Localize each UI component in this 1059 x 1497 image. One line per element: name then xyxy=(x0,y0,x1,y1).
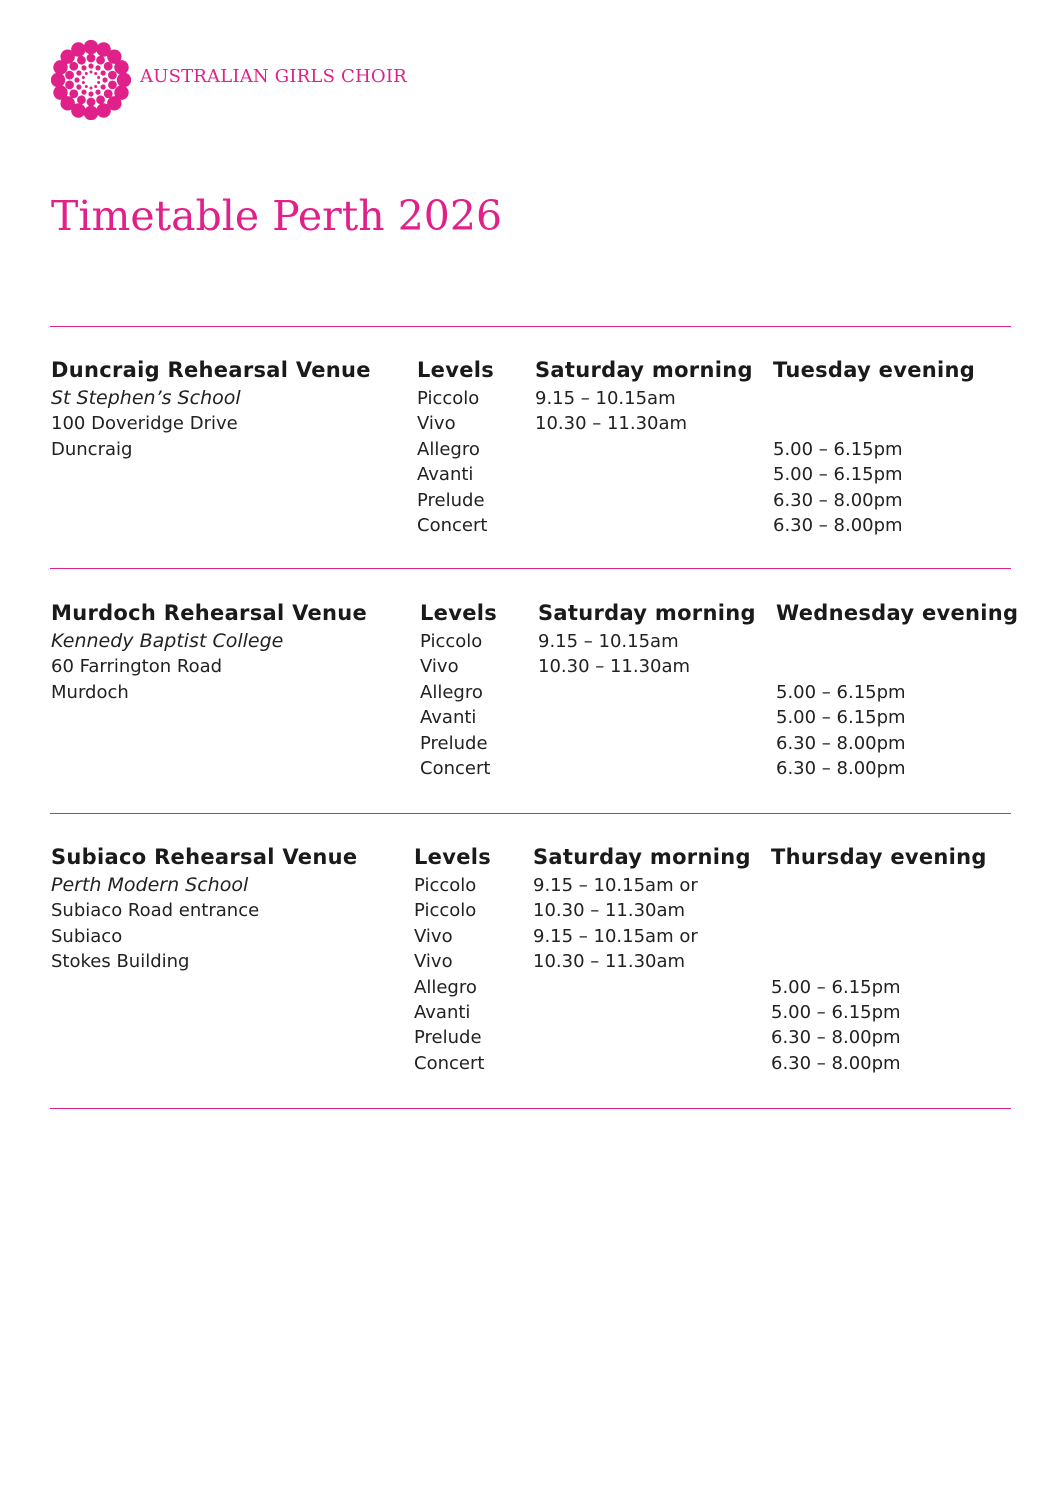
level-name: Vivo xyxy=(414,951,453,973)
logo-dot xyxy=(104,62,113,71)
logo-dot xyxy=(95,90,100,95)
levels-header: Levels xyxy=(420,601,498,625)
evening-header: Tuesday evening xyxy=(773,358,976,382)
logo-dot xyxy=(81,65,86,70)
evening-time: 5.00 – 6.15pm xyxy=(771,976,901,998)
saturday-time: 10.30 – 11.30am xyxy=(535,413,688,435)
evening-time xyxy=(776,629,1018,654)
level-name: Avanti xyxy=(414,1001,471,1023)
evening-time xyxy=(773,411,975,436)
evening-time: 5.00 – 6.15pm xyxy=(773,464,903,486)
logo-dot xyxy=(97,81,100,84)
evening-time xyxy=(771,873,987,898)
venue-name: Subiaco Rehearsal Venue xyxy=(51,845,358,869)
evening-time: 5.00 – 6.15pm xyxy=(776,681,906,703)
level-name: Prelude xyxy=(420,732,488,754)
logo-dot xyxy=(94,85,97,88)
logo-dot xyxy=(65,81,74,90)
level-name: Piccolo xyxy=(414,900,477,922)
logo-dot xyxy=(96,103,110,117)
saturday-time: 9.15 – 10.15am or xyxy=(533,925,698,947)
logo-dot xyxy=(77,56,86,65)
venue-address-line: Murdoch xyxy=(51,681,129,703)
logo-dot xyxy=(104,89,113,98)
saturday-header: Saturday morning xyxy=(533,845,751,869)
evening-time: 5.00 – 6.15pm xyxy=(773,438,903,460)
logo-dot xyxy=(53,85,67,99)
saturday-time: 10.30 – 11.30am xyxy=(533,900,686,922)
brand-name: AUSTRALIAN GIRLS CHOIR xyxy=(140,66,407,87)
venue-column xyxy=(51,356,371,462)
logo-dot xyxy=(84,40,98,54)
evening-time xyxy=(771,924,987,949)
logo-dot xyxy=(82,81,85,84)
evening-time: 5.00 – 6.15pm xyxy=(771,1001,901,1023)
saturday-time: 9.15 – 10.15am xyxy=(535,388,676,409)
saturday-column xyxy=(535,356,753,437)
venue-column xyxy=(51,843,357,975)
logo-dot xyxy=(71,42,85,56)
logo-dot xyxy=(85,85,88,88)
saturday-header: Saturday morning xyxy=(538,601,756,625)
logo-dot xyxy=(101,84,106,89)
saturday-header: Saturday morning xyxy=(535,358,753,382)
logo-dot xyxy=(94,72,97,75)
logo-dot xyxy=(90,71,93,74)
venue-column xyxy=(51,599,367,705)
choir-logo-icon xyxy=(51,40,131,120)
saturday-time: 9.15 – 10.15am xyxy=(538,631,679,652)
levels-column xyxy=(417,356,494,538)
logo-dot xyxy=(108,81,117,90)
venue-school: St Stephen’s School xyxy=(51,387,241,409)
logo-dot xyxy=(114,60,128,74)
venue-school: Perth Modern School xyxy=(51,874,249,896)
venue-address-line: Subiaco xyxy=(51,925,123,947)
level-name: Concert xyxy=(420,757,491,779)
level-name: Avanti xyxy=(420,707,477,729)
logo-dot xyxy=(76,84,81,89)
saturday-time: 9.15 – 10.15am or xyxy=(533,875,698,896)
level-name: Vivo xyxy=(414,925,453,947)
levels-header: Levels xyxy=(414,845,492,869)
saturday-time: 10.30 – 11.30am xyxy=(533,951,686,973)
evening-time: 6.30 – 8.00pm xyxy=(771,1052,901,1074)
venue-address-line: Subiaco Road entrance xyxy=(51,900,260,922)
evening-column xyxy=(773,356,975,538)
divider xyxy=(50,1108,1011,1109)
levels-column xyxy=(414,843,491,1076)
saturday-time: 10.30 – 11.30am xyxy=(538,656,691,678)
logo-dot xyxy=(117,73,131,87)
venue-name: Duncraig Rehearsal Venue xyxy=(51,358,371,382)
level-name: Concert xyxy=(417,514,488,536)
level-name: Piccolo xyxy=(420,631,483,652)
logo-dot xyxy=(90,87,93,90)
logo-dot xyxy=(87,54,96,63)
page-title: Timetable Perth 2026 xyxy=(51,192,503,240)
venue-address-line: Duncraig xyxy=(51,438,133,460)
logo-dot xyxy=(88,91,93,96)
logo-dot xyxy=(97,76,100,79)
evening-time xyxy=(776,654,1018,679)
levels-header: Levels xyxy=(417,358,495,382)
level-name: Prelude xyxy=(414,1027,482,1049)
level-name: Allegro xyxy=(420,681,483,703)
logo-dot xyxy=(69,89,78,98)
logo-dot xyxy=(81,90,86,95)
evening-time: 6.30 – 8.00pm xyxy=(773,514,903,536)
evening-time xyxy=(771,898,987,923)
logo-dot xyxy=(82,76,85,79)
logo-dot xyxy=(69,62,78,71)
evening-time: 6.30 – 8.00pm xyxy=(771,1027,901,1049)
venue-address-line: Stokes Building xyxy=(51,951,190,973)
logo-dot xyxy=(65,71,74,80)
logo-dot xyxy=(77,95,86,104)
logo-dot xyxy=(96,95,105,104)
evening-time: 6.30 – 8.00pm xyxy=(773,489,903,511)
divider xyxy=(50,813,1011,814)
level-name: Avanti xyxy=(417,464,474,486)
divider xyxy=(50,568,1011,569)
venue-school: Kennedy Baptist College xyxy=(51,630,284,652)
logo-dot xyxy=(87,98,96,107)
evening-time: 6.30 – 8.00pm xyxy=(776,732,906,754)
level-name: Piccolo xyxy=(414,875,477,896)
level-name: Vivo xyxy=(420,656,459,678)
saturday-column xyxy=(538,599,756,680)
evening-column xyxy=(776,599,1018,781)
evening-column xyxy=(771,843,987,1076)
level-name: Vivo xyxy=(417,413,456,435)
logo-dot xyxy=(95,65,100,70)
logo-dot xyxy=(74,77,79,82)
evening-header: Thursday evening xyxy=(771,845,987,869)
logo-dot xyxy=(84,106,98,120)
logo-dot xyxy=(101,70,106,75)
level-name: Allegro xyxy=(414,976,477,998)
logo-dot xyxy=(108,71,117,80)
evening-header: Wednesday evening xyxy=(776,601,1019,625)
levels-column xyxy=(420,599,497,781)
divider xyxy=(50,326,1011,327)
evening-time xyxy=(771,949,987,974)
level-name: Prelude xyxy=(417,489,485,511)
evening-time: 6.30 – 8.00pm xyxy=(776,757,906,779)
evening-time xyxy=(773,386,975,411)
evening-time: 5.00 – 6.15pm xyxy=(776,707,906,729)
venue-address-line: 100 Doveridge Drive xyxy=(51,413,238,435)
logo-dot xyxy=(96,56,105,65)
logo-dot xyxy=(88,63,93,68)
venue-name: Murdoch Rehearsal Venue xyxy=(51,601,368,625)
logo-dot xyxy=(85,72,88,75)
logo-dot xyxy=(76,70,81,75)
logo-dot xyxy=(51,73,65,87)
level-name: Allegro xyxy=(417,438,480,460)
saturday-column xyxy=(533,843,751,975)
level-name: Piccolo xyxy=(417,388,480,409)
logo-dot xyxy=(102,77,107,82)
venue-address-line: 60 Farrington Road xyxy=(51,656,223,678)
level-name: Concert xyxy=(414,1052,485,1074)
